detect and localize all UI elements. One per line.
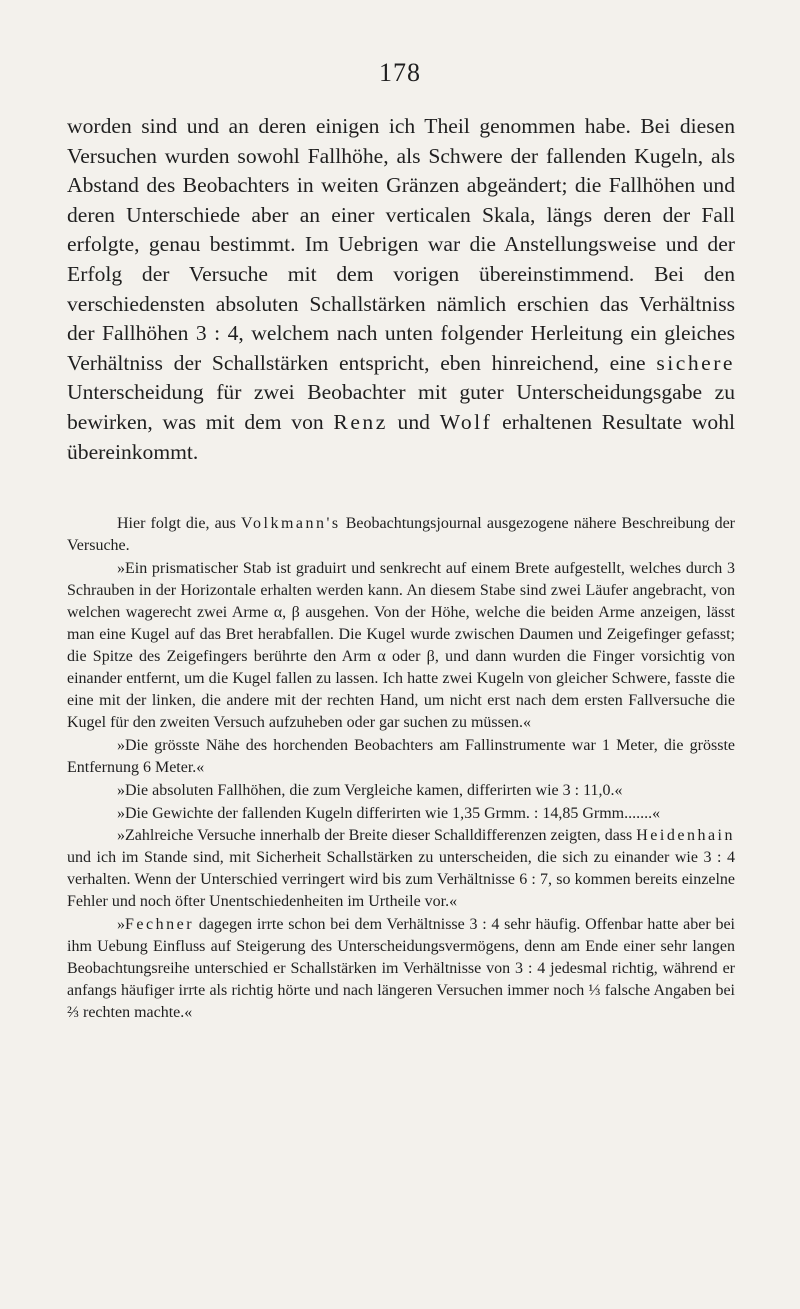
text-run: Unterscheidung für zwei Beobachter mit guter Unterscheidungsgabe zu bewirken, was mit dem von: [67, 380, 735, 434]
note-paragraph: [67, 825, 735, 913]
author-name-heidenhain: Heidenhain: [636, 827, 735, 845]
author-name-volkmann: Volkmann's: [241, 515, 341, 532]
page-number: 178: [379, 58, 421, 87]
main-text: [67, 112, 735, 467]
text-run: dagegen irrte schon bei dem Verhältnisse 3 : 4 sehr häufig. Offenbar hatte aber bei ihm Uebung Einfluss auf Steigerung des Unterscheidungsvermögens, denn am Ende einer sehr langen Beobachtungsreihe unterschied er Schallstärken im Verhältnisse von 3 : 4 jedesmal richtig, während er anfangs häufiger irrte als richtig hörte und nach längeren Versuchen immer noch ⅓ falsche Angaben bei ⅔ rechten machte.«: [67, 916, 735, 1022]
note-paragraph: [67, 735, 735, 779]
note-paragraph: [67, 803, 735, 825]
quoted-notes: [67, 513, 735, 1025]
text-run: erhaltenen Resultate wohl übereinkommt.: [67, 409, 736, 464]
note-paragraph: [67, 780, 735, 802]
text-run: »Zahlreiche Versuche innerhalb der Breite dieser Schalldifferenzen zeigten, dass: [117, 827, 637, 845]
text-run: »Die Gewichte der fallenden Kugeln differirten wie 1,35 Grmm. : 14,85 Grmm.......«: [117, 804, 661, 822]
text-run: worden sind und an deren einigen ich Theil genommen habe. Bei diesen Versuchen wurden sowohl Fallhöhe, als Schwere der fallenden Kugeln, als Abstand des Beobachters in weiten Gränzen abgeändert; die Fallhöhen und deren Unterschiede aber an einer verticalen Skala, längs deren der Fall erfolgte, genau bestimmt. Im Uebrigen war die Anstellungsweise und der Erfolg der Versuche mit dem vorigen übereinstimmend. Bei den verschiedensten absoluten Schallstärken nämlich erschien das Verhältniss der Fallhöhen 3 : 4, welchem nach unten folgender Herleitung ein gleiches Verhältniss der Schallstärken entspricht, eben hinreichend, eine: [67, 114, 735, 375]
note-paragraph: [67, 513, 735, 557]
author-name-wolf: Wolf: [439, 409, 493, 434]
spaced-emphasis: sichere: [656, 350, 735, 375]
main-paragraph: [67, 112, 735, 467]
text-run: und ich im Stande sind, mit Sicherheit Schallstärken zu unterscheiden, die sich zu einander wie 3 : 4 verhalten. Wenn der Unterschied verringert wird bis zum Verhältnisse 6 : 7, so kommen bereits einzelne Fehler und noch öfter Unentschiedenheiten im Urtheile vor.«: [67, 849, 735, 911]
text-run: »: [117, 916, 125, 934]
author-name-renz: Renz: [333, 409, 388, 434]
text-run: »Die grösste Nähe des horchenden Beobachters am Fallinstrumente war 1 Meter, die grösste Entfernung 6 Meter.«: [67, 736, 735, 776]
author-name-fechner: Fechner: [125, 916, 195, 934]
text-run: und: [387, 409, 440, 434]
note-paragraph: [67, 914, 735, 1024]
note-paragraph: [67, 558, 735, 734]
text-run: »Die absoluten Fallhöhen, die zum Vergleiche kamen, differirten wie 3 : 11,0.«: [117, 781, 623, 799]
text-run: »Ein prismatischer Stab ist graduirt und senkrecht auf einem Brete aufgestellt, welches durch 3 Schrauben in der Horizontale erhalten werden kann. An diesem Stabe sind zwei Läufer angebracht, von welchen wagerecht zwei Arme α, β ausgehen. Von der Höhe, welche die beiden Arme anzeigen, lässt man eine Kugel auf das Bret herabfallen. Die Kugel wurde zwischen Daumen und Zeigefinger gefasst; die Spitze des Zeigefingers berührte den Arm α oder β, und dann wurden die Finger vorsichtig von einander entfernt, um die Kugel fallen zu lassen. Ich hatte zwei Kugeln von gleicher Schwere, fasste die eine mit der linken, die andere mit der rechten Hand, um nicht erst nach dem ersten Fallversuche die Kugel für den zweiten Versuch aufzuheben oder gar suchen zu müssen.«: [67, 559, 735, 731]
text-run: Beobachtungsjournal ausgezogene nähere Beschreibung der Versuche.: [67, 515, 735, 554]
text-run: Hier folgt die, aus: [117, 515, 242, 532]
